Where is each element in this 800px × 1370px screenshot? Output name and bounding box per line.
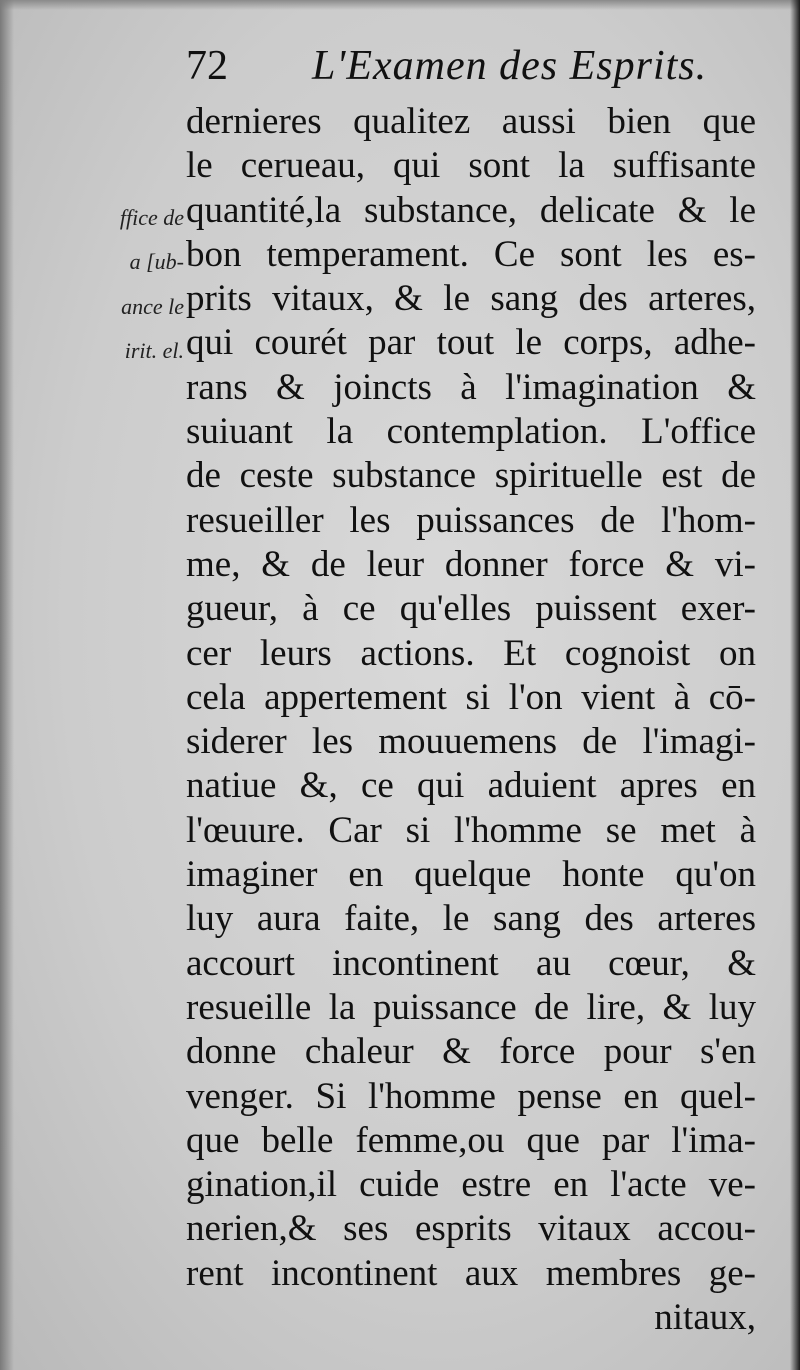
page-top-shadow <box>0 0 800 10</box>
margin-note-line: ffice de <box>119 205 184 230</box>
text-line: cela appertement si l'on vient à cō- <box>186 676 756 718</box>
margin-note-line: irit. el. <box>124 337 184 363</box>
text-line: venger. Si l'homme pense en quel- <box>186 1075 756 1117</box>
text-line: luy aura faite, le sang des arteres <box>186 898 756 940</box>
text-line: rans & joincts à l'imagination & <box>186 366 756 408</box>
text-line-catchword: nitaux, <box>654 1297 756 1339</box>
text-line: siderer les mouuemens de l'imagi- <box>186 721 756 763</box>
text-line: le cerueau, qui sont la suffisante <box>186 145 756 187</box>
text-line: imaginer en quelque honte qu'on <box>186 854 756 896</box>
text-line: suiuant la contemplation. L'office <box>186 411 756 453</box>
text-line: quantité,la substance, delicate & le <box>186 189 756 231</box>
text-line: bon temperament. Ce sont les es- <box>186 233 756 275</box>
text-line: accourt incontinent au cœur, & <box>186 942 756 984</box>
text-line: cer leurs actions. Et cognoist on <box>186 632 756 674</box>
page-edge-shadow <box>790 0 800 1370</box>
text-line: resueille la puissance de lire, & luy <box>186 986 756 1028</box>
text-line: donne chaleur & force pour s'en <box>186 1031 756 1073</box>
page-number: 72 <box>186 43 228 89</box>
text-line: l'œuure. Car si l'homme se met à <box>186 809 756 851</box>
page-header <box>186 38 706 94</box>
margin-note-line: ance le <box>121 293 184 319</box>
margin-note-line: a [ub- <box>129 249 184 275</box>
text-line: que belle femme,ou que par l'ima- <box>186 1119 756 1161</box>
text-line: gination,il cuide estre en l'acte ve- <box>186 1164 756 1206</box>
body-text <box>186 100 756 1340</box>
text-line: prits vitaux, & le sang des arteres, <box>186 278 756 320</box>
text-line: qui courét par tout le corps, adhe- <box>186 322 756 364</box>
text-line: natiue &, ce qui aduient apres en <box>186 765 756 807</box>
running-title: L'Examen des Esprits. <box>312 43 708 89</box>
text-line: nerien,& ses esprits vitaux accou- <box>186 1208 756 1250</box>
text-line: rent incontinent aux membres ge- <box>186 1252 756 1294</box>
text-line: gueur, à ce qu'elles puissent exer- <box>186 588 756 630</box>
text-line: dernieres qualitez aussi bien que <box>186 101 756 142</box>
text-line: me, & de leur donner force & vi- <box>186 543 756 585</box>
text-line: de ceste substance spirituelle est de <box>186 455 756 497</box>
margin-note <box>62 196 184 373</box>
page-gutter-shadow <box>0 0 14 1370</box>
text-line: resueiller les puissances de l'hom- <box>186 499 756 541</box>
